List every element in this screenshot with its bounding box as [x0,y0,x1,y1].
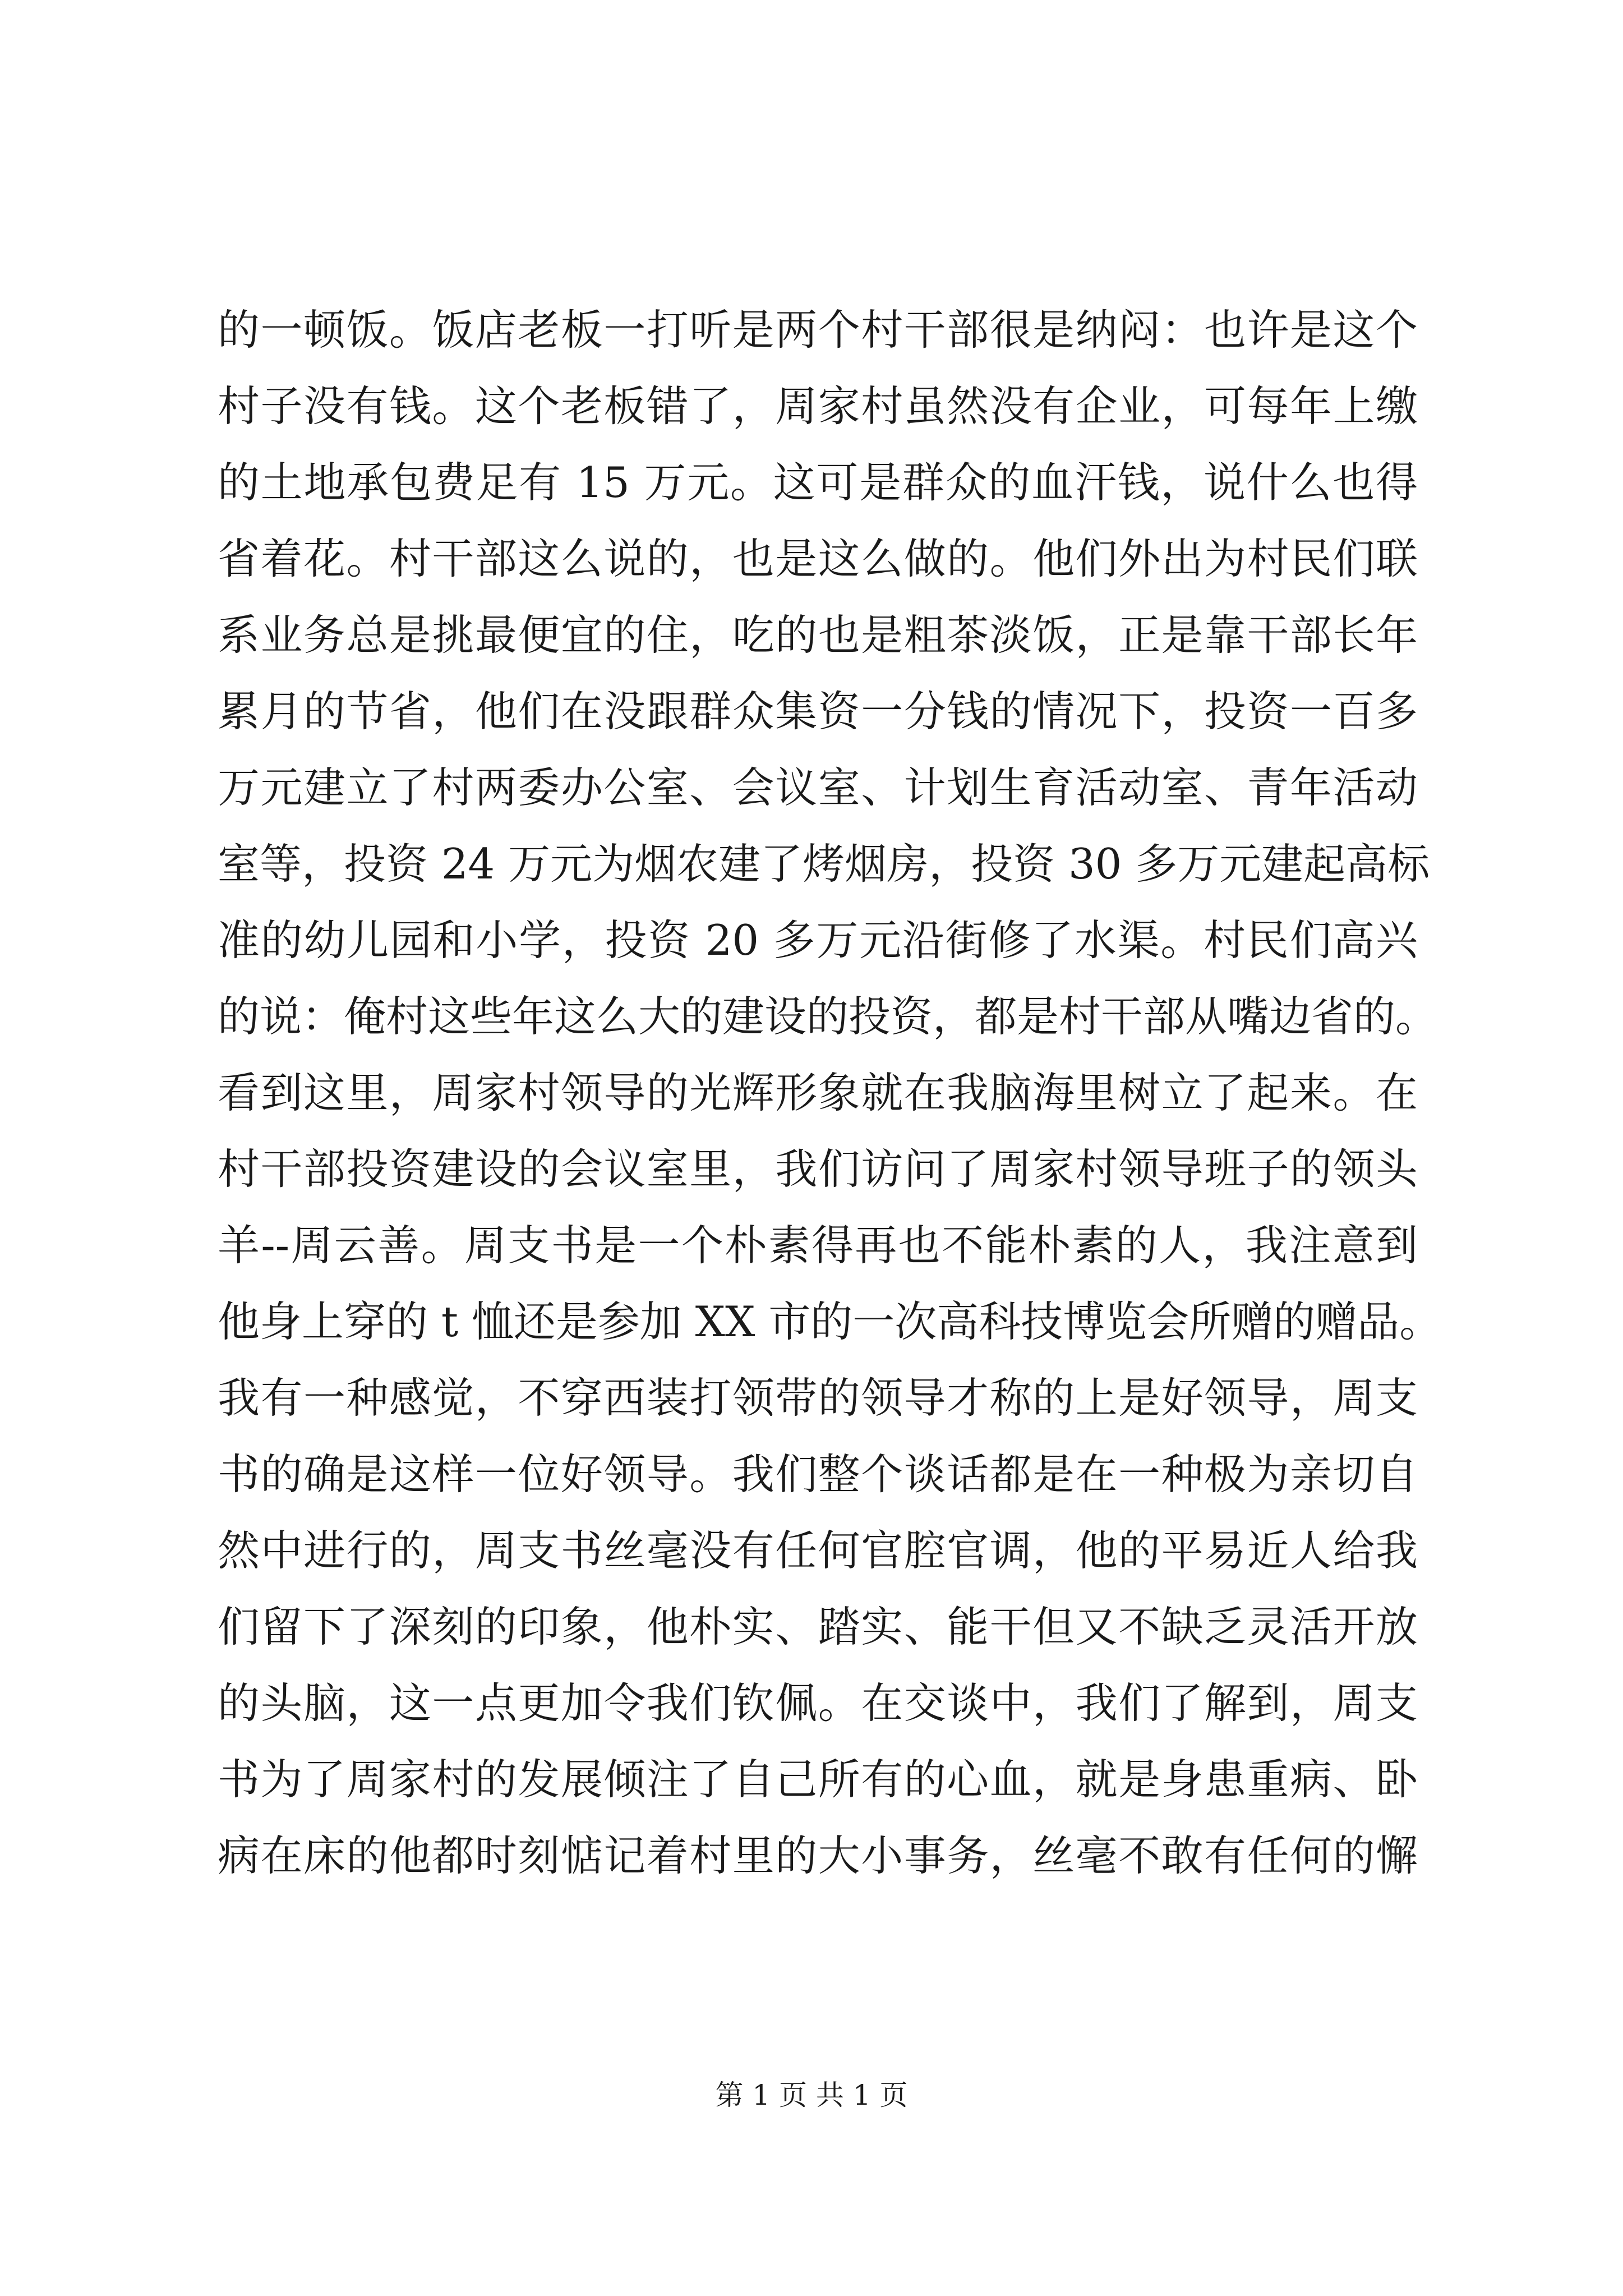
text-line: 然中进行的，周支书丝毫没有任何官腔官调，他的平易近人给我 [218,1526,1418,1575]
text-line: 累月的节省，他们在没跟群众集资一分钱的情况下，投资一百多 [218,687,1418,736]
text-line: 系业务总是挑最便宜的住，吃的也是粗茶淡饭，正是靠干部长年 [218,610,1418,660]
text-line: 书为了周家村的发展倾注了自己所有的心血，就是身患重病、卧 [218,1755,1418,1804]
text-line: 他身上穿的 t 恤还是参加 XX 市的一次高科技博览会所赠的赠品。 [218,1297,1442,1346]
page-footer [0,2076,1623,2115]
text-line: 病在床的他都时刻惦记着村里的大小事务，丝毫不敢有任何的懈 [218,1831,1418,1880]
text-line: 我有一种感觉，不穿西装打领带的领导才称的上是好领导，周支 [218,1373,1418,1423]
text-line: 们留下了深刻的印象，他朴实、踏实、能干但又不缺乏灵活开放 [218,1602,1418,1651]
text-line: 准的幼儿园和小学，投资 20 多万元沿街修了水渠。村民们高兴 [218,915,1418,965]
text-line: 的土地承包费足有 15 万元。这可是群众的血汗钱，说什么也得 [218,458,1418,507]
text-line: 村子没有钱。这个老板错了，周家村虽然没有企业，可每年上缴 [218,381,1418,431]
page-number: 第 1 页 共 1 页 [715,2079,908,2111]
text-line: 书的确是这样一位好领导。我们整个谈话都是在一种极为亲切自 [218,1450,1418,1499]
text-line: 省着花。村干部这么说的，也是这么做的。他们外出为村民们联 [218,534,1418,583]
text-line: 万元建立了村两委办公室、会议室、计划生育活动室、青年活动 [218,763,1418,812]
text-line: 的头脑，这一点更加令我们钦佩。在交谈中，我们了解到，周支 [218,1678,1418,1728]
text-line: 的一顿饭。饭店老板一打听是两个村干部很是纳闷：也许是这个 [218,305,1418,355]
text-line: 村干部投资建设的会议室里，我们访问了周家村领导班子的领头 [218,1144,1418,1194]
text-line: 羊--周云善。周支书是一个朴素得再也不能朴素的人，我注意到 [218,1221,1418,1270]
text-line: 室等，投资 24 万元为烟农建了烤烟房，投资 30 多万元建起高标 [218,839,1430,889]
text-line: 的说：俺村这些年这么大的建设的投资，都是村干部从嘴边省的。 [218,992,1438,1041]
body-text [218,292,1442,1894]
text-line: 看到这里，周家村领导的光辉形象就在我脑海里树立了起来。在 [218,1068,1418,1117]
